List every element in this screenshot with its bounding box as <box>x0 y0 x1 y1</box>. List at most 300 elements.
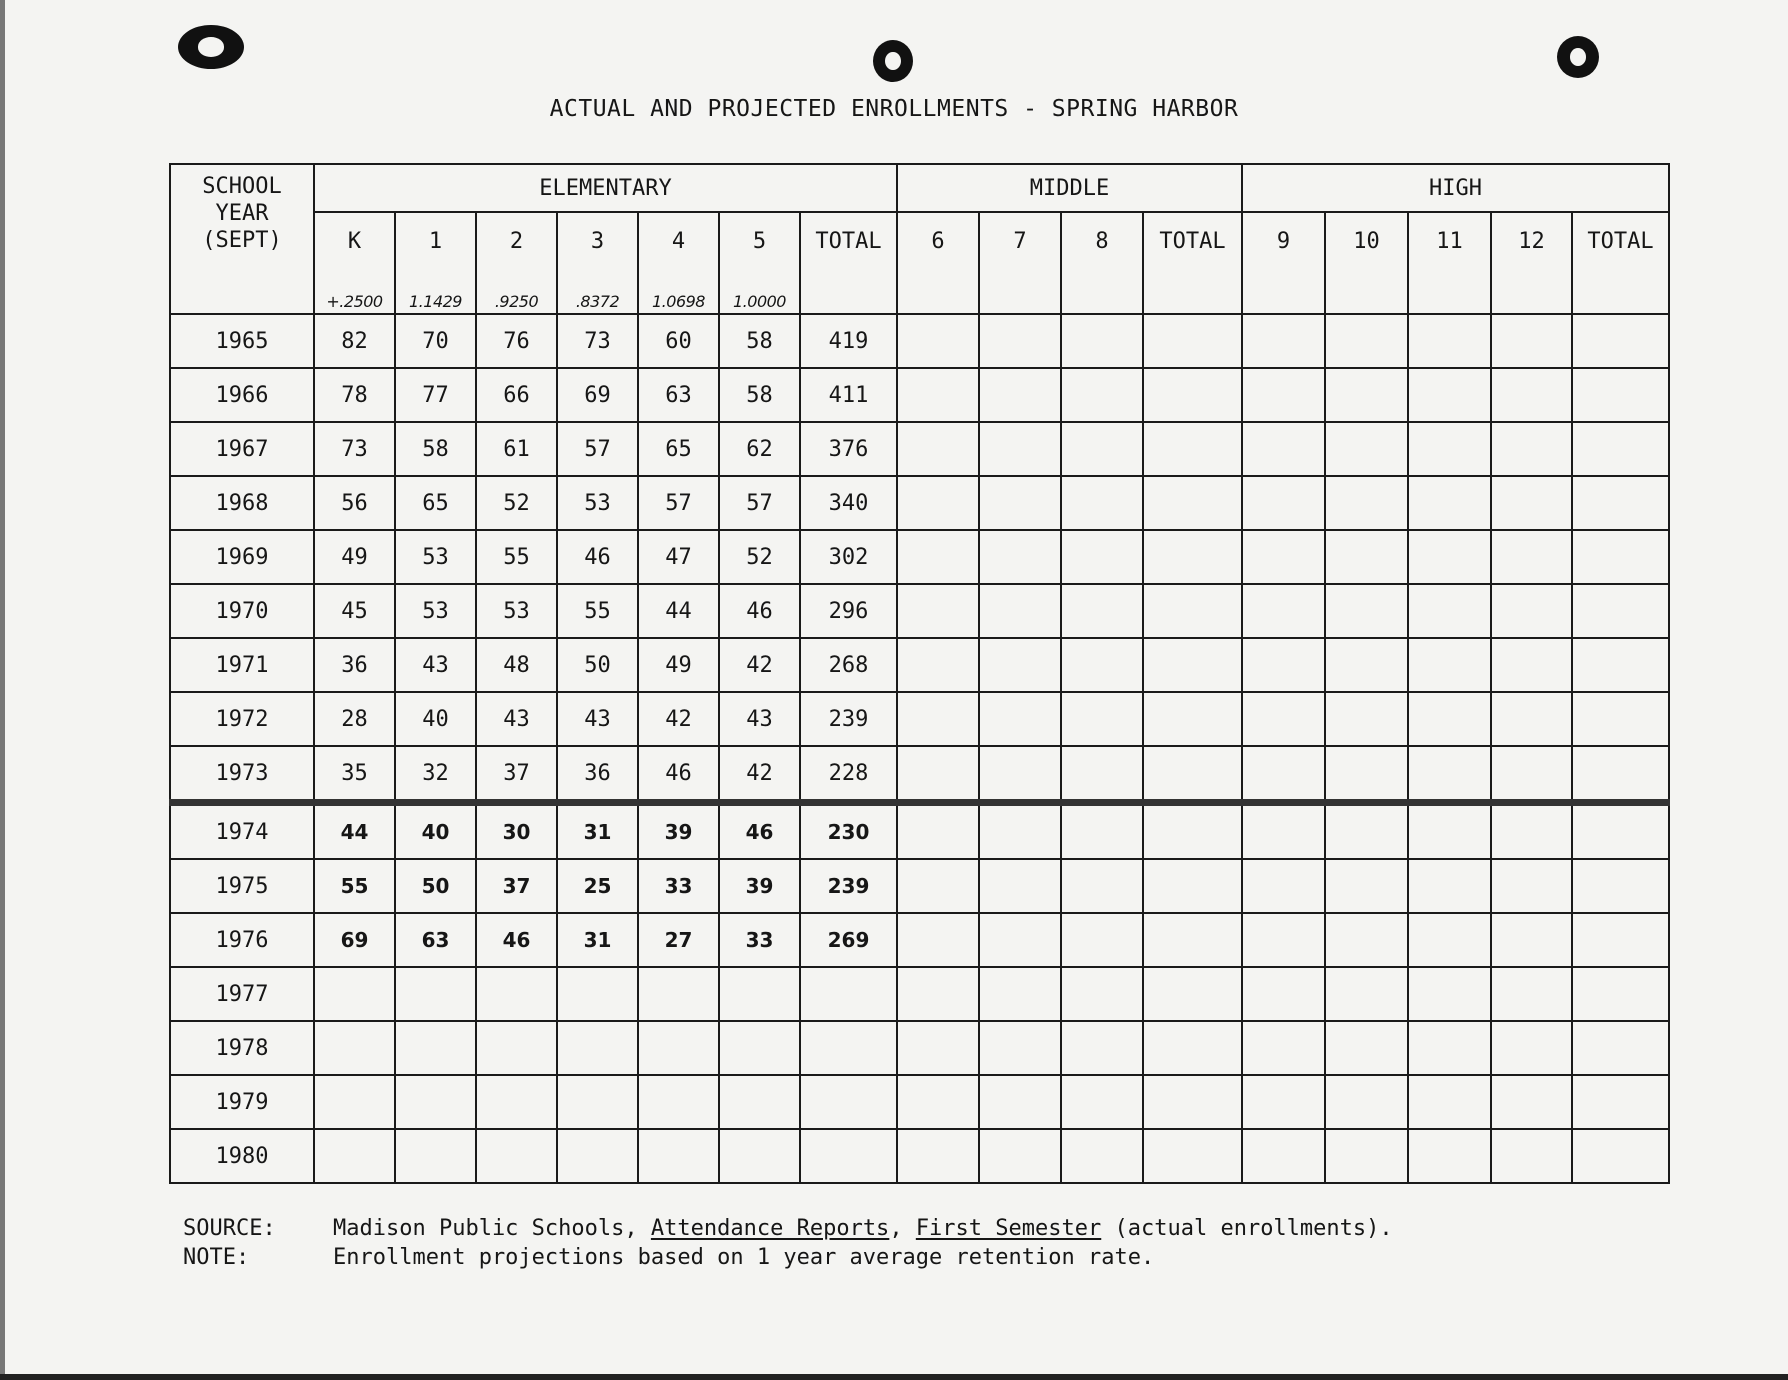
enrollment-cell: 46 <box>719 803 800 860</box>
empty-cell <box>1061 913 1143 967</box>
enrollment-cell: 55 <box>557 584 638 638</box>
school-year-header-line3: (SEPT) <box>202 228 282 253</box>
enrollment-cell: 37 <box>476 746 557 803</box>
grade-label: 3 <box>590 229 605 254</box>
source-separator: , <box>889 1216 916 1241</box>
empty-cell <box>1143 859 1242 913</box>
empty-cell <box>897 967 979 1021</box>
enrollment-cell: 57 <box>638 476 719 530</box>
table-row <box>170 913 1669 967</box>
empty-cell <box>897 1075 979 1129</box>
empty-cell <box>1061 859 1143 913</box>
empty-cell <box>1408 584 1491 638</box>
empty-cell <box>1491 638 1572 692</box>
empty-cell <box>897 692 979 746</box>
empty-cell <box>979 476 1061 530</box>
empty-cell <box>1572 530 1669 584</box>
empty-cell <box>1061 1129 1143 1183</box>
elementary-total-header: TOTAL <box>800 212 897 314</box>
table-row <box>170 476 1669 530</box>
empty-cell <box>1572 859 1669 913</box>
grade-label: 5 <box>752 229 767 254</box>
enrollment-cell <box>314 967 395 1021</box>
grade-4-header <box>638 212 719 314</box>
enrollment-cell <box>638 1021 719 1075</box>
enrollment-cell: 42 <box>638 692 719 746</box>
empty-cell <box>1491 692 1572 746</box>
enrollment-cell: 49 <box>314 530 395 584</box>
empty-cell <box>1061 638 1143 692</box>
empty-cell <box>1143 584 1242 638</box>
grade-3-header <box>557 212 638 314</box>
empty-cell <box>1143 1021 1242 1075</box>
retention-rate: 1.1429 <box>409 292 462 311</box>
empty-cell <box>1572 913 1669 967</box>
empty-cell <box>1572 1075 1669 1129</box>
enrollment-cell: 77 <box>395 368 476 422</box>
empty-cell <box>1242 859 1325 913</box>
empty-cell <box>1143 530 1242 584</box>
source-suffix: (actual enrollments). <box>1101 1216 1393 1241</box>
elementary-total-cell: 239 <box>800 859 897 913</box>
empty-cell <box>1143 422 1242 476</box>
grade-10-header: 10 <box>1325 212 1408 314</box>
retention-rate: +.2500 <box>326 292 383 311</box>
school-year-cell: 1966 <box>170 368 314 422</box>
enrollment-cell: 57 <box>719 476 800 530</box>
empty-cell <box>1242 638 1325 692</box>
empty-cell <box>1408 1075 1491 1129</box>
empty-cell <box>1061 530 1143 584</box>
punch-hole-left <box>178 25 244 69</box>
enrollment-cell: 40 <box>395 803 476 860</box>
empty-cell <box>1143 368 1242 422</box>
empty-cell <box>979 803 1061 860</box>
school-year-cell: 1972 <box>170 692 314 746</box>
empty-cell <box>1242 314 1325 368</box>
enrollment-cell: 82 <box>314 314 395 368</box>
empty-cell <box>1572 476 1669 530</box>
enrollment-cell: 27 <box>638 913 719 967</box>
empty-cell <box>1325 530 1408 584</box>
enrollment-cell: 46 <box>719 584 800 638</box>
table-row <box>170 638 1669 692</box>
empty-cell <box>979 314 1061 368</box>
grade-header-row <box>170 212 1669 314</box>
source-note <box>183 1214 1393 1243</box>
table-row <box>170 692 1669 746</box>
enrollment-cell: 56 <box>314 476 395 530</box>
empty-cell <box>897 314 979 368</box>
page-bottom-edge <box>0 1374 1788 1380</box>
empty-cell <box>1325 584 1408 638</box>
elementary-total-cell: 296 <box>800 584 897 638</box>
empty-cell <box>1061 368 1143 422</box>
empty-cell <box>1408 803 1491 860</box>
enrollment-cell: 44 <box>638 584 719 638</box>
empty-cell <box>1143 803 1242 860</box>
empty-cell <box>897 530 979 584</box>
empty-cell <box>1491 967 1572 1021</box>
enrollment-cell: 43 <box>557 692 638 746</box>
empty-cell <box>1143 913 1242 967</box>
enrollment-cell <box>476 1075 557 1129</box>
enrollment-cell: 63 <box>638 368 719 422</box>
enrollment-cell: 31 <box>557 803 638 860</box>
school-year-header-line1: SCHOOL <box>202 174 282 199</box>
empty-cell <box>1408 530 1491 584</box>
table-row <box>170 368 1669 422</box>
enrollment-cell <box>557 1075 638 1129</box>
enrollment-cell: 32 <box>395 746 476 803</box>
empty-cell <box>1572 584 1669 638</box>
enrollment-cell <box>638 1129 719 1183</box>
enrollment-cell: 47 <box>638 530 719 584</box>
school-year-cell: 1967 <box>170 422 314 476</box>
empty-cell <box>1572 1021 1669 1075</box>
empty-cell <box>1325 638 1408 692</box>
enrollment-cell <box>476 967 557 1021</box>
empty-cell <box>979 1075 1061 1129</box>
enrollment-cell <box>314 1021 395 1075</box>
elementary-total-cell: 376 <box>800 422 897 476</box>
enrollment-cell <box>314 1075 395 1129</box>
empty-cell <box>897 584 979 638</box>
elementary-header: ELEMENTARY <box>314 164 897 212</box>
enrollment-cell: 69 <box>557 368 638 422</box>
empty-cell <box>1408 422 1491 476</box>
enrollment-cell: 73 <box>557 314 638 368</box>
table-row <box>170 530 1669 584</box>
empty-cell <box>1408 1129 1491 1183</box>
empty-cell <box>1325 1129 1408 1183</box>
school-year-cell: 1975 <box>170 859 314 913</box>
grade-label: K <box>347 229 362 254</box>
enrollment-cell: 46 <box>476 913 557 967</box>
empty-cell <box>897 638 979 692</box>
grade-label: 4 <box>671 229 686 254</box>
table-row <box>170 967 1669 1021</box>
empty-cell <box>1408 913 1491 967</box>
enrollment-cell: 42 <box>719 638 800 692</box>
empty-cell <box>979 967 1061 1021</box>
empty-cell <box>1061 1021 1143 1075</box>
enrollment-cell: 25 <box>557 859 638 913</box>
empty-cell <box>897 368 979 422</box>
empty-cell <box>1408 859 1491 913</box>
empty-cell <box>1325 476 1408 530</box>
school-year-cell: 1970 <box>170 584 314 638</box>
enrollment-cell: 61 <box>476 422 557 476</box>
enrollment-cell: 50 <box>557 638 638 692</box>
empty-cell <box>1143 692 1242 746</box>
empty-cell <box>979 530 1061 584</box>
enrollment-cell <box>557 967 638 1021</box>
elementary-total-cell: 411 <box>800 368 897 422</box>
enrollment-cell: 39 <box>719 859 800 913</box>
table-row <box>170 1075 1669 1129</box>
elementary-total-cell: 269 <box>800 913 897 967</box>
elementary-total-cell: 302 <box>800 530 897 584</box>
source-prefix: Madison Public Schools, <box>333 1216 651 1241</box>
enrollment-cell: 44 <box>314 803 395 860</box>
elementary-total-cell <box>800 1021 897 1075</box>
enrollment-cell: 78 <box>314 368 395 422</box>
enrollment-cell: 46 <box>638 746 719 803</box>
enrollment-cell <box>395 1129 476 1183</box>
enrollment-cell: 43 <box>395 638 476 692</box>
empty-cell <box>1242 913 1325 967</box>
footnotes <box>183 1214 1393 1272</box>
empty-cell <box>1143 1129 1242 1183</box>
retention-rate: 1.0000 <box>733 292 786 311</box>
empty-cell <box>1491 530 1572 584</box>
empty-cell <box>1061 803 1143 860</box>
empty-cell <box>1325 913 1408 967</box>
school-year-cell: 1980 <box>170 1129 314 1183</box>
source-report-title: Attendance Reports <box>650 1216 890 1241</box>
enrollment-cell <box>719 1021 800 1075</box>
empty-cell <box>1491 1075 1572 1129</box>
empty-cell <box>1408 967 1491 1021</box>
enrollment-cell: 63 <box>395 913 476 967</box>
punch-hole-right <box>1557 36 1599 78</box>
enrollment-cell: 57 <box>557 422 638 476</box>
empty-cell <box>1143 967 1242 1021</box>
empty-cell <box>1491 1021 1572 1075</box>
empty-cell <box>1408 1021 1491 1075</box>
empty-cell <box>1491 746 1572 803</box>
table-row <box>170 859 1669 913</box>
school-year-header-line2: YEAR <box>215 201 269 226</box>
enrollment-cell: 62 <box>719 422 800 476</box>
elementary-total-cell <box>800 1075 897 1129</box>
empty-cell <box>897 803 979 860</box>
retention-rate: 1.0698 <box>652 292 705 311</box>
empty-cell <box>1143 314 1242 368</box>
empty-cell <box>1143 476 1242 530</box>
enrollment-cell: 58 <box>719 368 800 422</box>
enrollment-cell: 50 <box>395 859 476 913</box>
elementary-total-cell <box>800 1129 897 1183</box>
enrollment-cell: 53 <box>395 530 476 584</box>
empty-cell <box>1491 1129 1572 1183</box>
enrollment-cell: 43 <box>719 692 800 746</box>
source-label: SOURCE: <box>183 1216 276 1241</box>
school-year-cell: 1977 <box>170 967 314 1021</box>
enrollment-cell <box>638 1075 719 1129</box>
note-label: NOTE: <box>183 1245 250 1270</box>
empty-cell <box>1408 368 1491 422</box>
enrollment-cell: 48 <box>476 638 557 692</box>
empty-cell <box>1491 859 1572 913</box>
elementary-total-cell: 419 <box>800 314 897 368</box>
empty-cell <box>1242 1129 1325 1183</box>
empty-cell <box>1061 692 1143 746</box>
empty-cell <box>1408 638 1491 692</box>
empty-cell <box>1242 1021 1325 1075</box>
enrollment-cell: 76 <box>476 314 557 368</box>
enrollment-cell: 28 <box>314 692 395 746</box>
empty-cell <box>979 368 1061 422</box>
empty-cell <box>1242 584 1325 638</box>
school-year-cell: 1979 <box>170 1075 314 1129</box>
empty-cell <box>979 746 1061 803</box>
empty-cell <box>1572 967 1669 1021</box>
school-year-cell: 1971 <box>170 638 314 692</box>
empty-cell <box>1061 314 1143 368</box>
enrollment-cell <box>395 967 476 1021</box>
empty-cell <box>979 1129 1061 1183</box>
empty-cell <box>1325 1075 1408 1129</box>
empty-cell <box>1242 692 1325 746</box>
enrollment-cell <box>557 1129 638 1183</box>
empty-cell <box>897 859 979 913</box>
empty-cell <box>1325 692 1408 746</box>
enrollment-cell: 52 <box>476 476 557 530</box>
enrollment-cell: 73 <box>314 422 395 476</box>
enrollment-cell: 36 <box>314 638 395 692</box>
empty-cell <box>1408 314 1491 368</box>
enrollment-cell <box>314 1129 395 1183</box>
elementary-total-cell: 268 <box>800 638 897 692</box>
elementary-total-cell: 230 <box>800 803 897 860</box>
enrollment-cell <box>557 1021 638 1075</box>
retention-rate: .9250 <box>494 292 539 311</box>
empty-cell <box>1572 368 1669 422</box>
grade-11-header: 11 <box>1408 212 1491 314</box>
empty-cell <box>1061 746 1143 803</box>
empty-cell <box>1325 422 1408 476</box>
table-row <box>170 803 1669 860</box>
empty-cell <box>897 1021 979 1075</box>
enrollment-cell <box>719 967 800 1021</box>
empty-cell <box>897 746 979 803</box>
empty-cell <box>1242 967 1325 1021</box>
enrollment-cell: 31 <box>557 913 638 967</box>
empty-cell <box>979 422 1061 476</box>
empty-cell <box>1408 746 1491 803</box>
table-row <box>170 1129 1669 1183</box>
empty-cell <box>1242 746 1325 803</box>
empty-cell <box>1325 314 1408 368</box>
elementary-total-cell: 340 <box>800 476 897 530</box>
empty-cell <box>979 692 1061 746</box>
elementary-total-cell: 239 <box>800 692 897 746</box>
empty-cell <box>1143 1075 1242 1129</box>
empty-cell <box>1242 422 1325 476</box>
enrollment-cell: 55 <box>314 859 395 913</box>
empty-cell <box>1242 530 1325 584</box>
empty-cell <box>1491 584 1572 638</box>
empty-cell <box>1325 1021 1408 1075</box>
empty-cell <box>1491 368 1572 422</box>
empty-cell <box>897 1129 979 1183</box>
enrollment-cell: 43 <box>476 692 557 746</box>
empty-cell <box>1325 859 1408 913</box>
enrollment-table <box>169 163 1670 1184</box>
enrollment-cell: 52 <box>719 530 800 584</box>
enrollment-cell: 70 <box>395 314 476 368</box>
grade-2-header <box>476 212 557 314</box>
empty-cell <box>1325 746 1408 803</box>
empty-cell <box>1491 422 1572 476</box>
empty-cell <box>979 638 1061 692</box>
page-title: ACTUAL AND PROJECTED ENROLLMENTS - SPRING HARBOR <box>549 96 1239 122</box>
school-year-cell: 1978 <box>170 1021 314 1075</box>
empty-cell <box>1572 422 1669 476</box>
empty-cell <box>897 913 979 967</box>
grade-12-header: 12 <box>1491 212 1572 314</box>
enrollment-cell <box>476 1021 557 1075</box>
grade-1-header <box>395 212 476 314</box>
grade-9-header: 9 <box>1242 212 1325 314</box>
empty-cell <box>1572 746 1669 803</box>
enrollment-cell: 37 <box>476 859 557 913</box>
empty-cell <box>1143 746 1242 803</box>
middle-header: MIDDLE <box>897 164 1242 212</box>
enrollment-cell: 60 <box>638 314 719 368</box>
empty-cell <box>1491 476 1572 530</box>
punch-hole-center <box>873 40 913 82</box>
empty-cell <box>1491 803 1572 860</box>
enrollment-cell: 69 <box>314 913 395 967</box>
enrollment-cell: 30 <box>476 803 557 860</box>
empty-cell <box>1572 314 1669 368</box>
grade-7-header: 7 <box>979 212 1061 314</box>
enrollment-cell: 65 <box>395 476 476 530</box>
empty-cell <box>1572 692 1669 746</box>
enrollment-cell <box>638 967 719 1021</box>
high-header: HIGH <box>1242 164 1669 212</box>
empty-cell <box>1325 967 1408 1021</box>
enrollment-cell: 53 <box>476 584 557 638</box>
school-year-cell: 1969 <box>170 530 314 584</box>
table-row <box>170 584 1669 638</box>
grade-k-header <box>314 212 395 314</box>
table-row <box>170 314 1669 368</box>
empty-cell <box>1325 368 1408 422</box>
enrollment-cell: 36 <box>557 746 638 803</box>
enrollment-cell: 39 <box>638 803 719 860</box>
enrollment-cell: 58 <box>395 422 476 476</box>
enrollment-cell: 33 <box>638 859 719 913</box>
empty-cell <box>897 476 979 530</box>
empty-cell <box>979 584 1061 638</box>
empty-cell <box>1491 913 1572 967</box>
elementary-total-cell: 228 <box>800 746 897 803</box>
empty-cell <box>1061 967 1143 1021</box>
empty-cell <box>1061 584 1143 638</box>
school-year-cell: 1968 <box>170 476 314 530</box>
high-total-header: TOTAL <box>1572 212 1669 314</box>
empty-cell <box>1143 638 1242 692</box>
enrollment-cell: 58 <box>719 314 800 368</box>
enrollment-cell: 53 <box>557 476 638 530</box>
table-row <box>170 1021 1669 1075</box>
empty-cell <box>1572 803 1669 860</box>
empty-cell <box>1242 1075 1325 1129</box>
group-header-row <box>170 164 1669 212</box>
empty-cell <box>897 422 979 476</box>
grade-8-header: 8 <box>1061 212 1143 314</box>
school-year-header <box>170 164 314 314</box>
empty-cell <box>1242 476 1325 530</box>
projection-note <box>183 1243 1393 1272</box>
source-semester: First Semester <box>915 1216 1102 1241</box>
middle-total-header: TOTAL <box>1143 212 1242 314</box>
enrollment-cell: 42 <box>719 746 800 803</box>
